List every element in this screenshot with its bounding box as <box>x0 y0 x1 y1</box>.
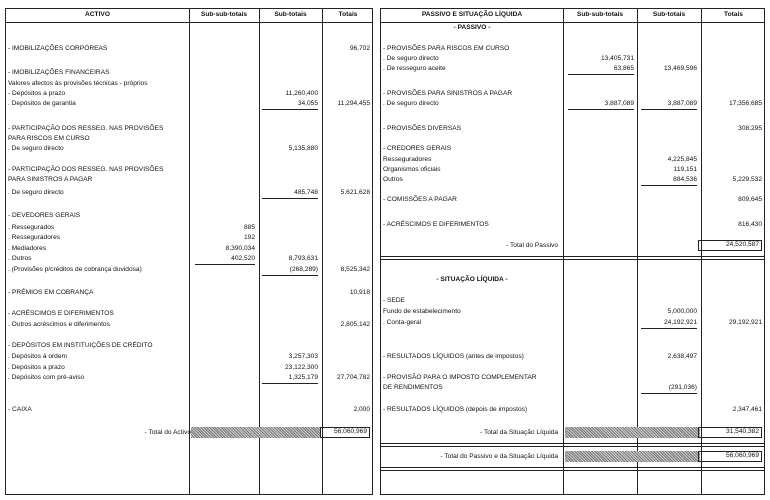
row-label: - ACRÉSCIMOS E DIFERIMENTOS <box>383 221 489 228</box>
row-label: . Mediadores <box>8 245 47 252</box>
row-total: 11,294,455 <box>337 100 370 107</box>
total-passivo-value: 24,520,587 <box>698 240 762 251</box>
row-label: - PROVISÕES PARA RISCOS EM CURSO <box>383 45 510 52</box>
row-subtotal: 23,122,300 <box>284 364 318 371</box>
row-label: . (Provisões p/créditos de cobrança duvidosa) <box>8 266 142 273</box>
row-label: Organismos oficiais <box>383 166 441 173</box>
col-divider <box>259 9 260 494</box>
row-label: . Depósitos a prazo <box>8 364 65 371</box>
row-label: . De seguro directo <box>8 145 64 152</box>
row-total: 29,192,921 <box>728 319 762 326</box>
row-total: 308,295 <box>738 125 762 132</box>
row-label: - RESULTADOS LÍQUIDOS (antes de impostos) <box>383 353 524 360</box>
row-subtotal: 2,638,497 <box>667 353 697 360</box>
passivo-table <box>380 8 765 495</box>
col-subsub-header: Sub-sub-totais <box>576 11 624 18</box>
col-sub-header: Sub-totais <box>274 11 307 18</box>
col-sub-header: Sub-totais <box>652 11 686 18</box>
row-label: - PROVISÕES DIVERSAS <box>383 125 462 132</box>
row-subsubtotal: 63,865 <box>568 66 634 75</box>
row-label: . De seguro directo <box>383 100 439 107</box>
row-subtotal: 34,055 <box>262 101 318 110</box>
row-label: - PARTICIPAÇÃO DOS RESSEG. NAS PROVISÕES <box>8 125 164 132</box>
row-label: - SEDE <box>383 297 405 304</box>
row-total: 816,430 <box>738 221 762 228</box>
row-total: 5,621,628 <box>340 189 370 196</box>
row-label: . Outros acréscimos e diferimentos <box>8 321 110 328</box>
row-label: . De resseguro aceite <box>383 65 446 72</box>
row-label: - DEPÓSITOS EM INSTITUIÇÕES DE CRÉDITO <box>8 342 153 349</box>
row-label: - RESULTADOS LÍQUIDOS (depois de impostos) <box>383 406 528 413</box>
row-label: - PROVISÕES PARA SINISTROS A PAGAR <box>383 90 513 97</box>
row-total: 96,702 <box>349 45 370 52</box>
row-subtotal: 24,192,921 <box>641 320 697 329</box>
row-label: - ACRÉSCIMOS E DIFERIMENTOS <box>8 310 114 317</box>
row-subtotal: 3,887,089 <box>641 101 697 110</box>
hatched-fill <box>565 427 700 438</box>
double-rule <box>381 467 764 471</box>
row-total: 2,347,461 <box>732 406 762 413</box>
row-label: PARA SINISTROS A PAGAR <box>8 176 93 183</box>
total-all-label: - Total do Passivo e da Situação Líquida <box>440 453 558 460</box>
section-passivo: - PASSIVO - <box>453 24 491 31</box>
col-divider <box>701 9 702 494</box>
col-divider <box>563 9 564 494</box>
row-label: . De seguro directo <box>383 55 439 62</box>
row-label: Valores afectos às provisões técnicas - próprios <box>8 80 148 87</box>
row-label: - COMISSÕES A PAGAR <box>383 196 457 203</box>
row-subsubtotal: 8,390,034 <box>225 245 255 252</box>
row-subtotal: 884,536 <box>641 177 697 186</box>
row-total: 17,356,685 <box>728 100 762 107</box>
row-label: - CAIXA <box>8 406 32 413</box>
row-subtotal: 5,000,000 <box>667 308 697 315</box>
row-subsubtotal: 402,520 <box>195 256 255 265</box>
col-total-header: Totais <box>724 11 743 18</box>
row-label: Outros <box>383 176 403 183</box>
row-subtotal: (268,289) <box>262 267 318 276</box>
row-subsubtotal: 192 <box>243 234 255 241</box>
row-total: 10,918 <box>349 289 370 296</box>
row-label: . Conta-geral <box>383 319 422 326</box>
row-subtotal: 5,135,880 <box>288 145 318 152</box>
total-sl-value: 31,540,382 <box>698 427 762 438</box>
row-label: . Resseguradores <box>8 234 61 241</box>
row-label: - CREDORES GERAIS <box>383 145 452 152</box>
col-total-header: Totais <box>338 11 358 18</box>
row-label: . Depósitos com pré-aviso <box>8 374 85 381</box>
row-label: - PROVISÃO PARA O IMPOSTO COMPLEMENTAR <box>383 374 537 381</box>
section-situacao-liquida: - SITUAÇÃO LÍQUIDA - <box>436 276 508 283</box>
row-label: . Depósitos à ordem <box>8 353 68 360</box>
col-divider <box>189 9 190 494</box>
activo-header <box>6 9 372 23</box>
row-subtotal: (291,036) <box>641 385 697 394</box>
total-activo-label: - Total do Activo <box>144 429 191 436</box>
row-label: - PARTICIPAÇÃO DOS RESSEG. NAS PROVISÕES <box>8 166 164 173</box>
passivo-header <box>381 9 764 23</box>
row-label: PARA RISCOS EM CURSO <box>8 135 90 142</box>
activo-title: ACTIVO <box>85 11 110 18</box>
row-total: 5,229,532 <box>732 176 762 183</box>
total-all-value: 56,060,969 <box>698 451 762 462</box>
activo-table <box>5 8 373 495</box>
row-label: - PRÉMIOS EM COBRANÇA <box>8 289 94 296</box>
row-subtotal: 119,151 <box>673 166 697 173</box>
row-label: . De seguro directo <box>8 189 64 196</box>
row-label: Fundo de estabelecimento <box>383 308 461 315</box>
passivo-title: PASSIVO E SITUAÇÃO LÍQUIDA <box>421 11 523 18</box>
double-rule <box>381 443 764 447</box>
hatched-fill <box>565 451 700 462</box>
total-passivo-label: - Total do Passivo <box>506 242 558 249</box>
col-divider <box>637 9 638 494</box>
row-subtotal: 4,225,845 <box>667 156 697 163</box>
row-label: - IMOBILIZAÇÕES CORPÓREAS <box>8 45 108 52</box>
total-sl-label: - Total da Situação Líquida <box>480 429 558 436</box>
row-label: - DEVEDORES GERAIS <box>8 212 81 219</box>
col-divider <box>322 9 323 494</box>
row-label: - IMOBILIZAÇÕES FINANCEIRAS <box>8 69 110 76</box>
double-rule <box>381 256 764 260</box>
row-subsubtotal: 885 <box>243 224 255 231</box>
col-subsub-header: Sub-sub-totais <box>200 11 248 18</box>
hatched-fill <box>191 427 321 438</box>
row-label: . Depósitos de garantia <box>8 100 76 107</box>
row-label: . Outros <box>8 255 32 262</box>
row-subtotal: 11,260,400 <box>285 90 318 97</box>
row-label: - Depósitos a prazo <box>8 90 66 97</box>
row-total: 2,805,142 <box>340 321 370 328</box>
row-subtotal: 8,793,631 <box>288 255 318 262</box>
row-label: Resseguradores <box>383 156 432 163</box>
row-subtotal: 1,325,179 <box>262 375 318 384</box>
row-total: 809,645 <box>738 196 762 203</box>
row-subsubtotal: 13,405,731 <box>600 55 634 62</box>
row-total: 27,704,782 <box>336 374 370 381</box>
row-subtotal: 13,469,596 <box>663 65 697 72</box>
row-label: . Ressegurados <box>8 224 55 231</box>
total-activo-value: 56,060,969 <box>320 427 370 438</box>
row-subtotal: 3,257,303 <box>288 353 318 360</box>
row-total: 2,000 <box>353 406 370 413</box>
row-total: 8,525,342 <box>340 266 370 273</box>
row-label: DE RENDIMENTOS <box>383 384 443 391</box>
row-subsubtotal: 3,887,089 <box>568 101 634 110</box>
row-subtotal: 485,748 <box>262 190 318 199</box>
